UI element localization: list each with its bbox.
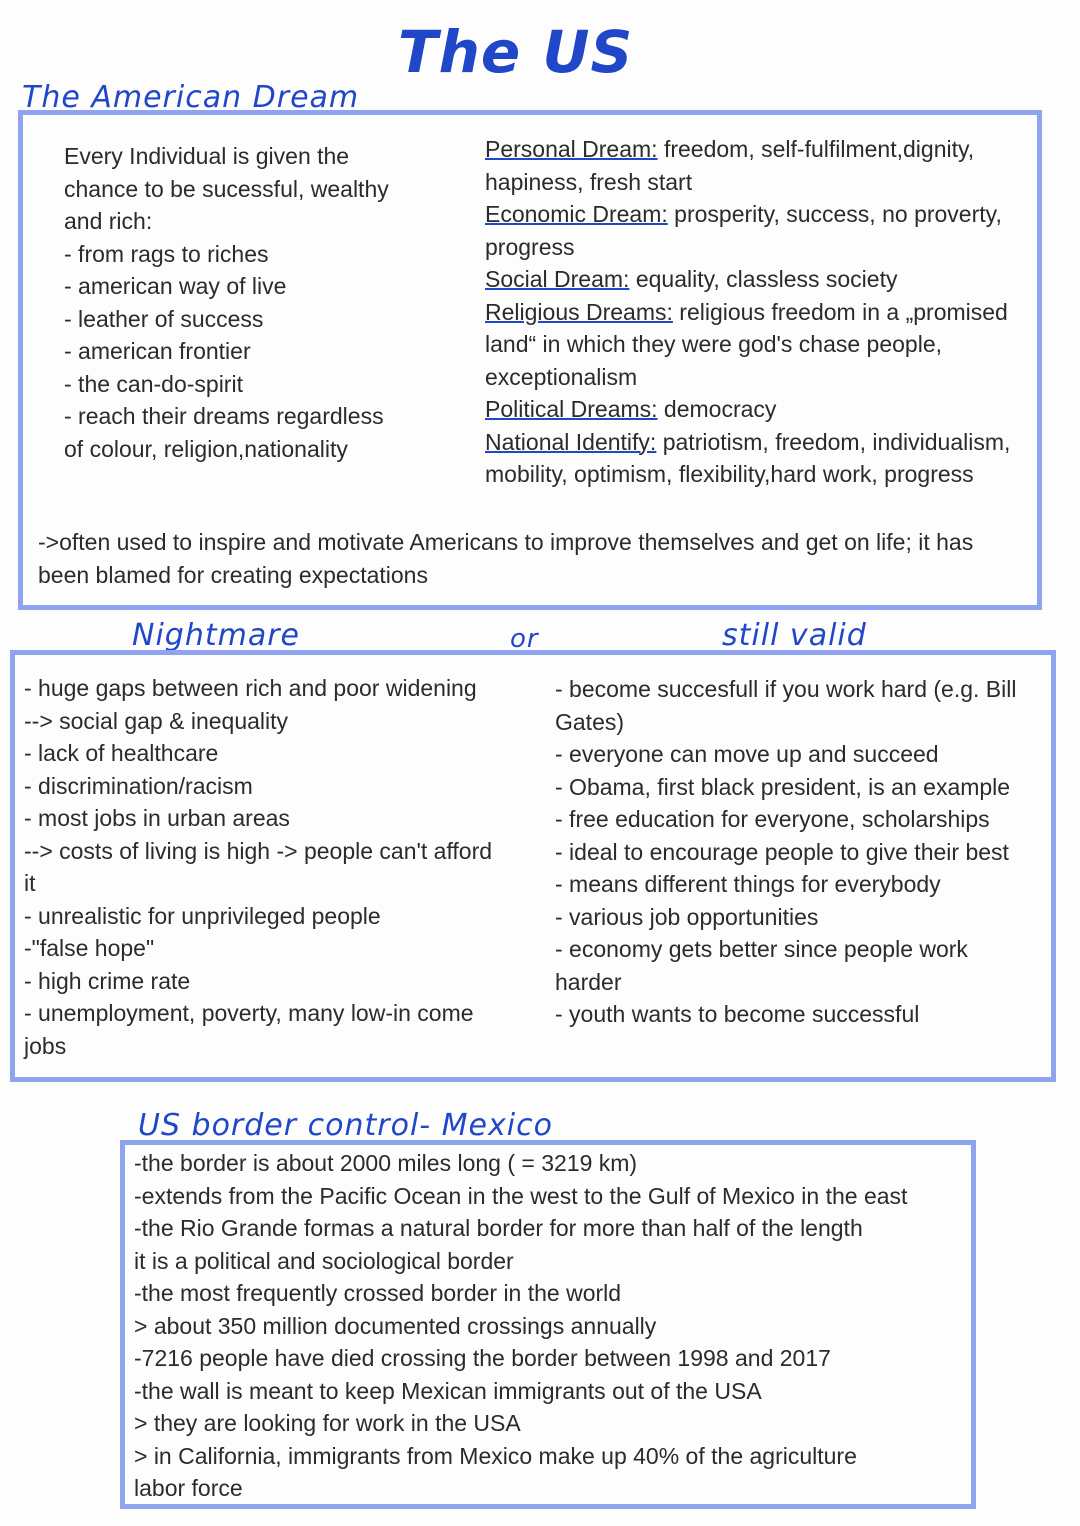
dream-type-line bbox=[485, 458, 1010, 491]
nightmare-item: - huge gaps between rich and poor widening bbox=[24, 675, 477, 701]
dream-summary bbox=[38, 526, 973, 591]
dream-type-line bbox=[485, 296, 1010, 329]
border-fact: -the border is about 2000 miles long ( = 3219 km) bbox=[134, 1150, 638, 1176]
dream-type-text: democracy bbox=[657, 396, 777, 422]
still-valid-item: - everyone can move up and succeed bbox=[555, 741, 939, 767]
dream-type-line bbox=[485, 426, 1010, 459]
dream-summary-line: ->often used to inspire and motivate Americans to improve themselves and get on life; it has bbox=[38, 529, 974, 555]
nightmare-item: it bbox=[24, 870, 36, 896]
dream-type-line bbox=[485, 263, 1010, 296]
dream-summary-line: been blamed for creating expectations bbox=[38, 561, 428, 588]
dream-type-term: Social Dream: bbox=[485, 266, 630, 292]
still-valid-item: - means different things for everybody bbox=[555, 871, 941, 897]
dream-left-line: - american way of live bbox=[64, 273, 287, 299]
dream-left-line: - american frontier bbox=[64, 338, 251, 364]
dream-type-text: prosperity, success, no proverty, bbox=[667, 201, 1002, 227]
border-fact: -the most frequently crossed border in the world bbox=[134, 1280, 622, 1306]
dream-type-text: religious freedom in a „promised bbox=[672, 298, 1008, 325]
border-fact: -extends from the Pacific Ocean in the west to the Gulf of Mexico in the east bbox=[134, 1182, 908, 1209]
dream-type-term: Economic Dream: bbox=[485, 201, 668, 227]
dream-left-line: - from rags to riches bbox=[64, 240, 269, 267]
nightmare-item: --> social gap & inequality bbox=[24, 707, 289, 734]
dream-type-line bbox=[485, 231, 1010, 264]
still-valid-item: Gates) bbox=[555, 708, 625, 735]
dream-type-text: hapiness, fresh start bbox=[485, 168, 693, 195]
dream-left-line: - the can-do-spirit bbox=[64, 370, 243, 397]
still-valid-heading: still valid bbox=[722, 618, 867, 653]
nightmare-item: - unemployment, poverty, many low-in come bbox=[24, 1000, 474, 1026]
nightmare-list bbox=[24, 672, 492, 1062]
nightmare-heading: Nightmare bbox=[132, 618, 300, 653]
still-valid-list bbox=[555, 673, 1016, 1031]
dream-left-line: - leather of success bbox=[64, 305, 264, 332]
nightmare-item: -"false hope" bbox=[24, 935, 155, 961]
dream-type-term: National Identify: bbox=[485, 428, 657, 455]
or-label: or bbox=[510, 624, 539, 654]
nightmare-item: - most jobs in urban areas bbox=[24, 805, 290, 831]
border-fact: -the Rio Grande formas a natural border for more than half of the length bbox=[134, 1215, 863, 1241]
dream-types-list bbox=[485, 133, 1010, 491]
border-fact: -the wall is meant to keep Mexican immigrants out of the USA bbox=[134, 1377, 762, 1404]
still-valid-item: - ideal to encourage people to give their best bbox=[555, 838, 1009, 865]
dream-type-line bbox=[485, 393, 1010, 426]
border-heading: US border control- Mexico bbox=[138, 1108, 553, 1143]
dream-left-line: chance to be sucessful, wealthy bbox=[64, 175, 389, 202]
border-fact: -7216 people have died crossing the border between 1998 and 2017 bbox=[134, 1345, 831, 1371]
nightmare-item: - discrimination/racism bbox=[24, 772, 253, 799]
still-valid-item: - youth wants to become successful bbox=[555, 1001, 920, 1027]
dream-type-line bbox=[485, 361, 1010, 394]
border-fact: labor force bbox=[134, 1475, 243, 1501]
dream-type-text: progress bbox=[485, 233, 575, 260]
border-fact: > in California, immigrants from Mexico make up 40% of the agriculture bbox=[134, 1442, 857, 1469]
dream-type-line bbox=[485, 166, 1010, 199]
dream-type-term: Political Dreams: bbox=[485, 396, 658, 422]
still-valid-item: - Obama, first black president, is an example bbox=[555, 773, 1011, 800]
american-dream-heading: The American Dream bbox=[22, 80, 360, 115]
dream-left-list bbox=[64, 140, 389, 465]
nightmare-item: - lack of healthcare bbox=[24, 740, 219, 766]
nightmare-item: jobs bbox=[24, 1032, 67, 1059]
dream-type-text: mobility, optimism, flexibility,hard work, progress bbox=[485, 461, 974, 487]
still-valid-item: - economy gets better since people work bbox=[555, 936, 968, 962]
dream-type-line bbox=[485, 198, 1010, 231]
dream-left-line: of colour, religion,nationality bbox=[64, 435, 348, 462]
border-fact: > about 350 million documented crossings annually bbox=[134, 1312, 657, 1339]
dream-type-text: equality, classless society bbox=[629, 266, 898, 292]
border-list bbox=[134, 1147, 907, 1505]
dream-type-term: Religious Dreams: bbox=[485, 298, 673, 325]
dream-type-text: land“ in which they were god's chase people, bbox=[485, 331, 943, 357]
nightmare-item: - unrealistic for unprivileged people bbox=[24, 902, 381, 929]
nightmare-item: - high crime rate bbox=[24, 967, 191, 994]
dream-left-line: and rich: bbox=[64, 208, 153, 234]
page-title: The US bbox=[398, 18, 634, 86]
still-valid-item: - free education for everyone, scholarships bbox=[555, 806, 990, 832]
still-valid-item: - various job opportunities bbox=[555, 903, 819, 930]
dream-type-term: Personal Dream: bbox=[485, 136, 658, 162]
nightmare-item: --> costs of living is high -> people can't afford bbox=[24, 837, 493, 864]
dream-type-text: patriotism, freedom, individualism, bbox=[656, 428, 1011, 455]
dream-left-line: - reach their dreams regardless bbox=[64, 403, 384, 429]
dream-type-line bbox=[485, 133, 1010, 166]
border-fact: it is a political and sociological border bbox=[134, 1247, 514, 1274]
dream-type-text: exceptionalism bbox=[485, 363, 638, 390]
still-valid-item: - become succesfull if you work hard (e.g. Bill bbox=[555, 676, 1017, 702]
dream-type-text: freedom, self-fulfilment,dignity, bbox=[657, 136, 975, 162]
dream-type-line bbox=[485, 328, 1010, 361]
dream-left-line: Every Individual is given the bbox=[64, 143, 350, 169]
border-fact: > they are looking for work in the USA bbox=[134, 1410, 521, 1436]
still-valid-item: harder bbox=[555, 968, 622, 995]
